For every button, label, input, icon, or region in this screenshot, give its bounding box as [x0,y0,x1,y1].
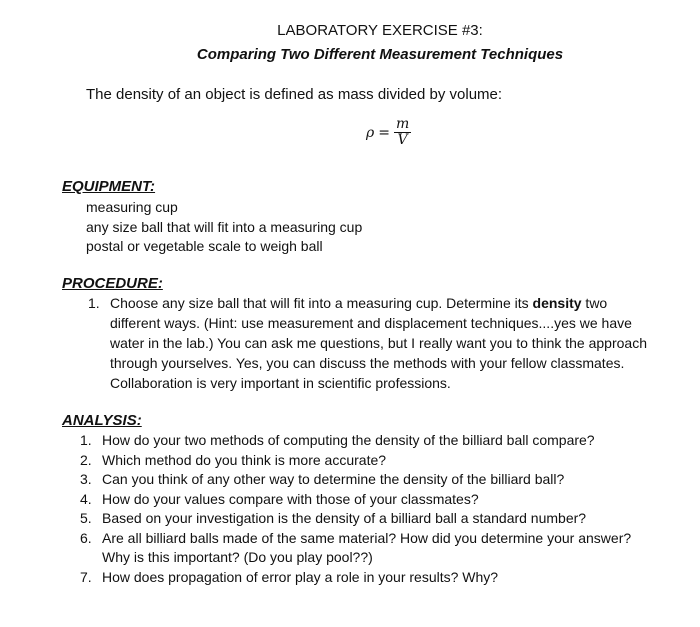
page-subtitle: Comparing Two Different Measurement Techniques [196,46,564,63]
item-text-part: two [581,295,608,311]
list-item [80,490,690,510]
list-item: measuring cup [86,199,178,215]
list-item [80,509,690,529]
item-number: 2. [80,451,92,468]
list-item [80,529,690,568]
list-item [80,470,690,490]
analysis-heading: ANALYSIS: [62,412,142,429]
item-text [102,529,631,568]
item-text-line: Collaboration is very important in scientific professions. [110,375,451,391]
density-formula [366,117,411,148]
list-item [80,431,690,451]
item-text-line: Why is this important? (Do you play pool??) [102,549,373,565]
formula-equals: = [378,124,390,141]
procedure-heading: PROCEDURE: [62,275,163,292]
item-number: 3. [80,471,92,487]
list-item [88,293,688,393]
item-text-line: through yourselves. Yes, you can discuss the methods with your fellow classmates. [110,355,625,371]
item-number: 6. [80,529,92,546]
item-number: 1. [80,432,92,448]
item-text-line: different ways. (Hint: use measurement and displacement techniques....yes we have [110,315,632,331]
page-title: LABORATORY EXERCISE #3: [277,22,483,39]
item-text [110,293,647,393]
formula-numerator: m [395,116,410,132]
item-number: 4. [80,490,92,507]
item-text-line: Are all billiard balls made of the same material? How did you determine your answer? [102,529,632,546]
intro-text: The density of an object is defined as mass divided by volume: [86,86,503,103]
list-item [80,568,690,588]
analysis-list [80,431,690,587]
item-text: Based on your investigation is the density of a billiard ball a standard number? [102,510,587,526]
formula-rho: ρ [366,124,375,141]
item-text-bold: density [532,295,582,311]
list-item: postal or vegetable scale to weigh ball [86,238,323,254]
item-number: 5. [80,510,92,526]
item-text: Which method do you think is more accurate? [102,451,387,468]
equipment-heading: EQUIPMENT: [62,178,156,195]
equipment-list [86,198,362,257]
item-text: How do your values compare with those of your classmates? [102,490,479,507]
procedure-list [88,293,688,393]
item-text: Can you think of any other way to determine the density of the billiard ball? [102,471,565,487]
formula-fraction [394,117,411,148]
list-item [80,451,690,471]
item-text: How does propagation of error play a role in your results? Why? [102,568,499,585]
item-text-part: Choose any size ball that will fit into a measuring cup. Determine its [110,295,533,311]
item-text: How do your two methods of computing the density of the billiard ball compare? [102,432,595,448]
item-number: 1. [88,295,100,311]
formula-denominator: V [397,132,408,148]
item-text-line: water in the lab.) You can ask me questions, but I really want you to think the approach [110,335,647,351]
list-item: any size ball that will fit into a measuring cup [86,218,363,235]
item-number: 7. [80,568,92,585]
